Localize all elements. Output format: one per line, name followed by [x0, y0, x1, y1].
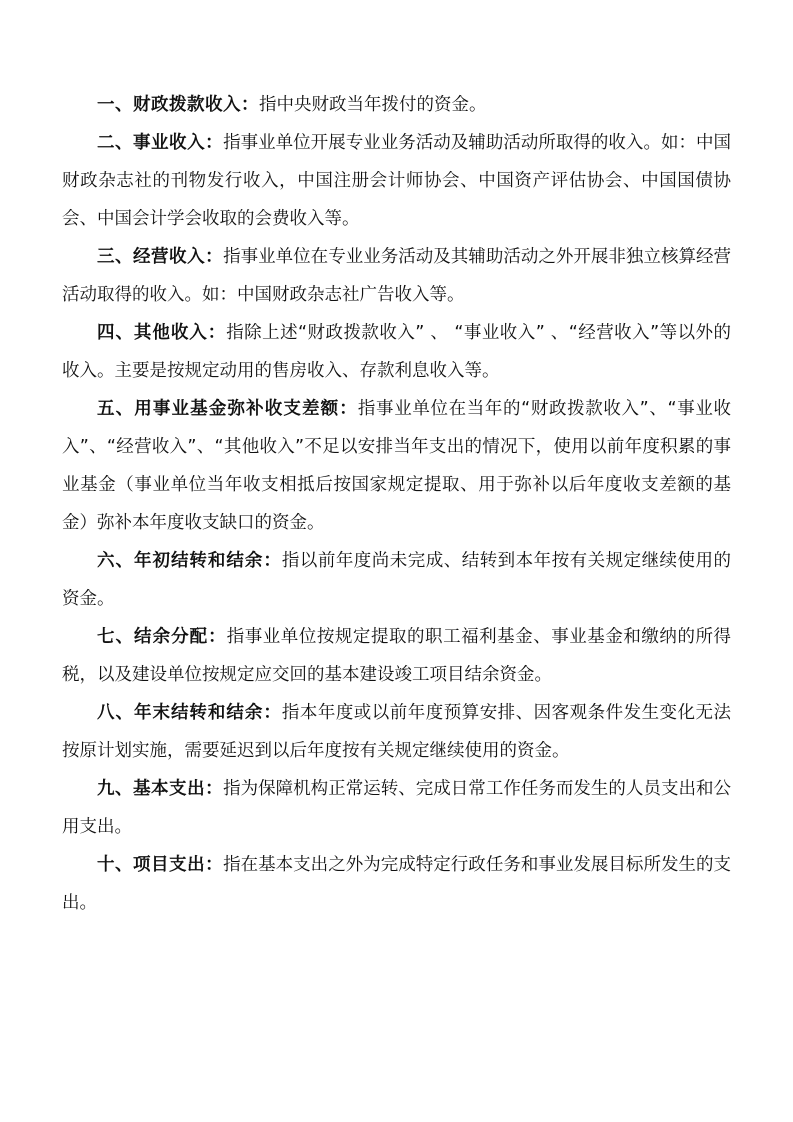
- paragraph-text-1: 指中央财政当年拨付的资金。: [259, 95, 487, 115]
- paragraph-item-3: [62, 238, 731, 314]
- paragraph-lead-6: 六、年初结转和结余：: [97, 551, 282, 571]
- paragraph-text-5: 指事业单位在当年的“财政拨款收入”、“事业收入”、“经营收入”、“其他收入”不足以安排当年支出的情况下，使用以前年度积累的事业基金（事业单位当年收支相抵后按国家规定提取、用于弥补以后年度收支差额的基金）弥补本年度收支缺口的资金。: [62, 399, 731, 533]
- paragraph-item-8: [62, 694, 731, 770]
- paragraph-item-5: [62, 390, 731, 542]
- paragraph-lead-10: 十、项目支出：: [97, 855, 224, 875]
- paragraph-text-3: 指事业单位在专业业务活动及其辅助活动之外开展非独立核算经营活动取得的收入。如：中国财政杂志社广告收入等。: [62, 247, 732, 305]
- paragraph-item-10: [62, 846, 731, 922]
- paragraph-item-4: [62, 314, 731, 390]
- paragraph-item-2: [62, 124, 731, 238]
- paragraph-text-7: 指事业单位按规定提取的职工福利基金、事业基金和缴纳的所得税，以及建设单位按规定应交回的基本建设竣工项目结余资金。: [62, 627, 732, 685]
- paragraph-item-7: [62, 618, 731, 694]
- paragraph-text-2: 指事业单位开展专业业务活动及辅助活动所取得的收入。如：中国财政杂志社的刊物发行收入，中国注册会计师协会、中国资产评估协会、中国国债协会、中国会计学会收取的会费收入等。: [62, 133, 732, 229]
- paragraph-lead-8: 八、年末结转和结余：: [97, 703, 282, 723]
- paragraph-item-1: [62, 86, 731, 124]
- paragraph-text-9: 指为保障机构正常运转、完成日常工作任务而发生的人员支出和公用支出。: [62, 779, 732, 837]
- paragraph-lead-5: 五、用事业基金弥补收支差额：: [97, 399, 358, 419]
- paragraph-item-9: [62, 770, 731, 846]
- paragraph-text-10: 指在基本支出之外为完成特定行政任务和事业发展目标所发生的支出。: [62, 855, 732, 913]
- paragraph-lead-7: 七、结余分配：: [97, 627, 227, 647]
- paragraph-text-8: 指本年度或以前年度预算安排、因客观条件发生变化无法按原计划实施，需要延迟到以后年度按有关规定继续使用的资金。: [62, 703, 732, 761]
- paragraph-lead-4: 四、其他收入：: [97, 323, 227, 343]
- paragraph-lead-9: 九、基本支出：: [97, 779, 224, 799]
- paragraph-text-6: 指以前年度尚未完成、结转到本年按有关规定继续使用的资金。: [62, 551, 732, 609]
- paragraph-lead-3: 三、经营收入：: [97, 247, 224, 267]
- paragraph-item-6: [62, 542, 731, 618]
- paragraph-lead-2: 二、事业收入：: [97, 133, 224, 153]
- document-body: [62, 86, 731, 922]
- paragraph-text-4: 指除上述“财政拨款收入” 、 “事业收入” 、“经营收入”等以外的收入。主要是按规定动用的售房收入、存款利息收入等。: [62, 323, 731, 381]
- paragraph-lead-1: 一、财政拨款收入：: [97, 95, 259, 115]
